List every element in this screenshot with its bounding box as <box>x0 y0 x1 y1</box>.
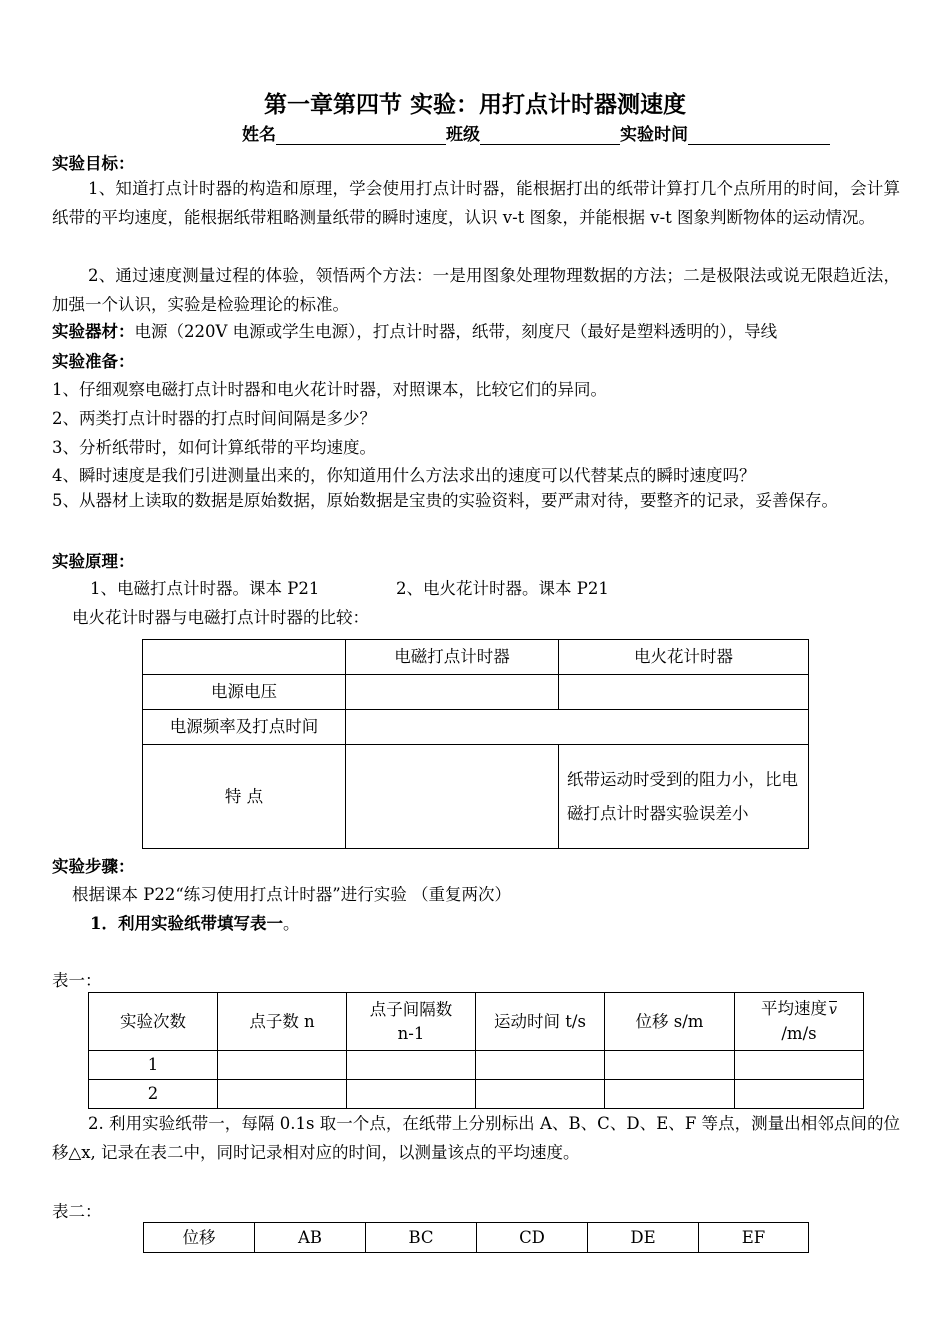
table2-label: 表二： <box>52 1202 102 1221</box>
table1-header-count: 实验次数 <box>89 993 218 1051</box>
compare-row-frequency: 电源频率及打点时间 <box>143 710 346 745</box>
step-1-end: 。 <box>282 914 300 933</box>
table2-header-de: DE <box>588 1223 699 1253</box>
prep-question-5: 5、从器材上读取的数据是原始数据，原始数据是宝贵的实验资料，要严肃对待，要整齐的记录，妥善保存。 <box>52 491 838 510</box>
principle-item-2: 2、电火花计时器。课本 P21 <box>396 579 609 598</box>
table1-cell[interactable] <box>347 1051 476 1080</box>
time-blank[interactable] <box>688 128 830 145</box>
compare-row-voltage: 电源电压 <box>143 675 346 710</box>
compare-row-features: 特 点 <box>143 745 346 849</box>
table1-header-intervals: 点子间隔数 n-1 <box>347 993 476 1051</box>
table2-header-cd: CD <box>477 1223 588 1253</box>
compare-cell[interactable] <box>346 745 559 849</box>
page-title: 第一章第四节 实验：用打点计时器测速度 <box>263 92 686 118</box>
step-1-text: 1．利用实验纸带填写表一 <box>90 914 283 933</box>
compare-table <box>142 639 809 849</box>
table1-cell[interactable] <box>218 1080 347 1109</box>
step-1 <box>90 910 299 934</box>
table2-header-displacement: 位移 <box>144 1223 255 1253</box>
steps-heading: 实验步骤： <box>52 857 135 876</box>
table1-header-speed: 平均速度 $\overline{v}$ /m/s <box>735 993 864 1051</box>
table2-header-bc: BC <box>366 1223 477 1253</box>
table1-header-displacement: 位移 s/m <box>605 993 735 1051</box>
table1-cell[interactable] <box>476 1051 605 1080</box>
table1-cell[interactable] <box>605 1080 735 1109</box>
prep-question-2: 2、两类打点计时器的打点时间间隔是多少？ <box>52 409 376 428</box>
principle-compare: 电火花计时器与电磁打点计时器的比较： <box>72 608 369 627</box>
name-blank[interactable] <box>276 128 446 145</box>
table1-row-2: 2 <box>89 1080 218 1109</box>
table2-header-ab: AB <box>255 1223 366 1253</box>
info-line <box>242 120 830 145</box>
table1-cell[interactable] <box>605 1051 735 1080</box>
goal-paragraph-2: 2、通过速度测量过程的体验，领悟两个方法：一是用图象处理物理数据的方法；二是极限法或说无限趋近法，加强一个认识，实验是检验理论的标准。 <box>52 266 900 314</box>
prep-question-3: 3、分析纸带时，如何计算纸带的平均速度。 <box>52 438 376 457</box>
prep-question-4: 4、瞬时速度是我们引进测量出来的，你知道用什么方法求出的速度可以代替某点的瞬时速度吗？ <box>52 466 756 485</box>
table-2 <box>143 1222 809 1253</box>
time-label: 实验时间 <box>620 125 688 145</box>
table2-header-ef: EF <box>699 1223 809 1253</box>
prep-heading: 实验准备： <box>52 352 135 371</box>
table1-cell[interactable] <box>476 1080 605 1109</box>
name-label: 姓名 <box>242 125 276 145</box>
compare-cell[interactable] <box>346 675 559 710</box>
class-label: 班级 <box>446 125 480 145</box>
step-2: 2. 利用实验纸带一，每隔 0.1s 取一个点，在纸带上分别标出 A、B、C、D、E、F 等点，测量出相邻点间的位移△x, 记录在表二中，同时记录相对应的时间，以测量该点的平均速度。 <box>52 1114 900 1162</box>
table1-header-dots: 点子数 n <box>218 993 347 1051</box>
equipment-heading: 实验器材： <box>52 322 135 341</box>
table1-label: 表一： <box>52 971 102 990</box>
equipment-text: 电源（220V 电源或学生电源），打点计时器，纸带，刻度尺（最好是塑料透明的），导线 <box>134 322 778 341</box>
table-1 <box>88 992 864 1109</box>
table1-header-time: 运动时间 t/s <box>476 993 605 1051</box>
prep-question-1: 1、仔细观察电磁打点计时器和电火花计时器，对照课本，比较它们的异同。 <box>52 380 607 399</box>
compare-table-corner <box>143 640 346 675</box>
principle-heading: 实验原理： <box>52 552 135 571</box>
table1-cell[interactable] <box>218 1051 347 1080</box>
compare-cell[interactable] <box>559 675 809 710</box>
compare-header-em: 电磁打点计时器 <box>346 640 559 675</box>
compare-header-spark: 电火花计时器 <box>559 640 809 675</box>
steps-intro: 根据课本 P22“练习使用打点计时器”进行实验 （重复两次） <box>72 885 511 904</box>
principle-item-1: 1、电磁打点计时器。课本 P21 <box>90 579 320 598</box>
table1-cell[interactable] <box>735 1051 864 1080</box>
table1-row-1: 1 <box>89 1051 218 1080</box>
goal-paragraph-1: 1、知道打点计时器的构造和原理，学会使用打点计时器，能根据打出的纸带计算打几个点所用的时间，会计算纸带的平均速度，能根据纸带粗略测量纸带的瞬时速度，认识 v-t 图象，并能根据 v-t 图象判断物体的运动情况。 <box>52 179 900 227</box>
class-blank[interactable] <box>480 128 620 145</box>
table1-cell[interactable] <box>735 1080 864 1109</box>
table1-cell[interactable] <box>347 1080 476 1109</box>
compare-spark-features: 纸带运动时受到的阻力小，比电磁打点计时器实验误差小 <box>559 745 809 849</box>
compare-cell[interactable] <box>346 710 809 745</box>
goal-heading: 实验目标： <box>52 154 135 173</box>
equipment-line <box>52 318 777 342</box>
